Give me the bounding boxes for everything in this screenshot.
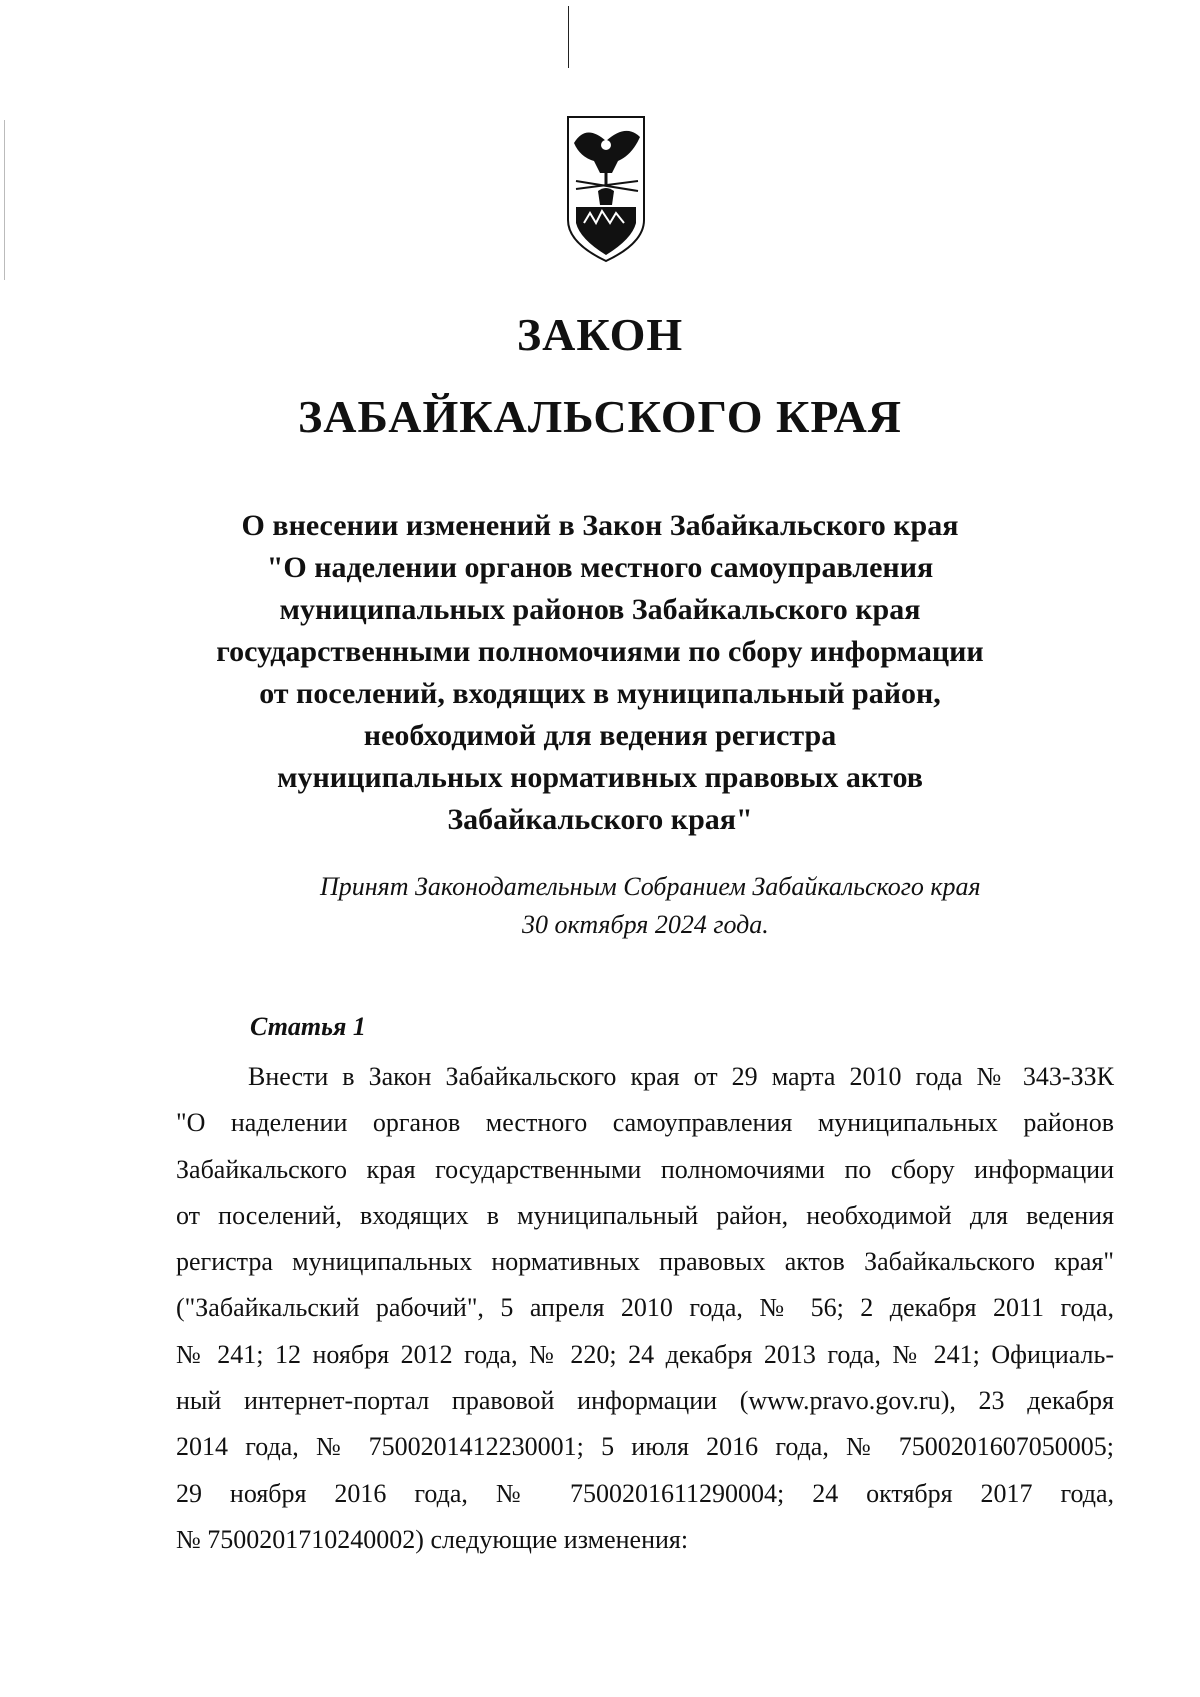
adoption-body: Принят Законодательным Собранием Забайкальского края [320,872,981,901]
subject-line: государственными полномочиями по сбору информации [216,635,984,668]
subject-line: Забайкальского края" [447,803,753,836]
law-region-title: ЗАБАЙКАЛЬСКОГО КРАЯ [297,391,903,442]
article-line: 29 ноября 2016 года, № 7500201611290004; 24 октября 2017 года, [176,1478,1114,1508]
adoption-date: 30 октября 2024 года. [522,910,769,939]
article-line: Забайкальского края государственными полномочиями по сбору информации [176,1154,1114,1184]
article-line: Внести в Закон Забайкальского края от 29 марта 2010 года № 343-ЗЗК [248,1062,1114,1091]
article-line: от поселений, входящих в муниципальный район, необходимой для ведения [176,1200,1114,1230]
article-line: № 7500201710240002) следующие изменения: [176,1524,689,1554]
article-line: ный интернет-портал правовой информации (www.pravo.gov.ru), 23 декабря [176,1386,1114,1416]
subject-line: О внесении изменений в Закон Забайкальского края [241,509,959,542]
subject-line: муниципальных нормативных правовых актов [277,761,923,794]
article-line: № 241; 12 ноября 2012 года, № 220; 24 декабря 2013 года, № 241; Официаль- [176,1339,1114,1369]
article-heading: Статья 1 [250,1012,366,1041]
subject-line: муниципальных районов Забайкальского края [279,593,921,626]
subject-line: необходимой для ведения регистра [363,719,837,752]
article-line: ("Забайкальский рабочий", 5 апреля 2010 года, № 56; 2 декабря 2011 года, [176,1293,1114,1323]
subject-line: от поселений, входящих в муниципальный район, [259,677,941,710]
law-subject [0,505,1200,841]
article-line: "О наделении органов местного самоуправления муниципальных районов [176,1108,1114,1138]
law-title: ЗАКОН [516,309,684,360]
coat-of-arms-icon [566,115,646,265]
subject-line: "О наделении органов местного самоуправления [266,551,934,584]
adoption-note [0,868,1200,944]
scan-line-left [4,120,5,280]
article-body [176,1054,1114,1563]
article-line: регистра муниципальных нормативных правовых актов Забайкальского края" [176,1247,1114,1277]
article-line: 2014 года, № 7500201412230001; 5 июля 2016 года, № 7500201607050005; [176,1432,1114,1462]
scan-line-top [568,6,569,68]
